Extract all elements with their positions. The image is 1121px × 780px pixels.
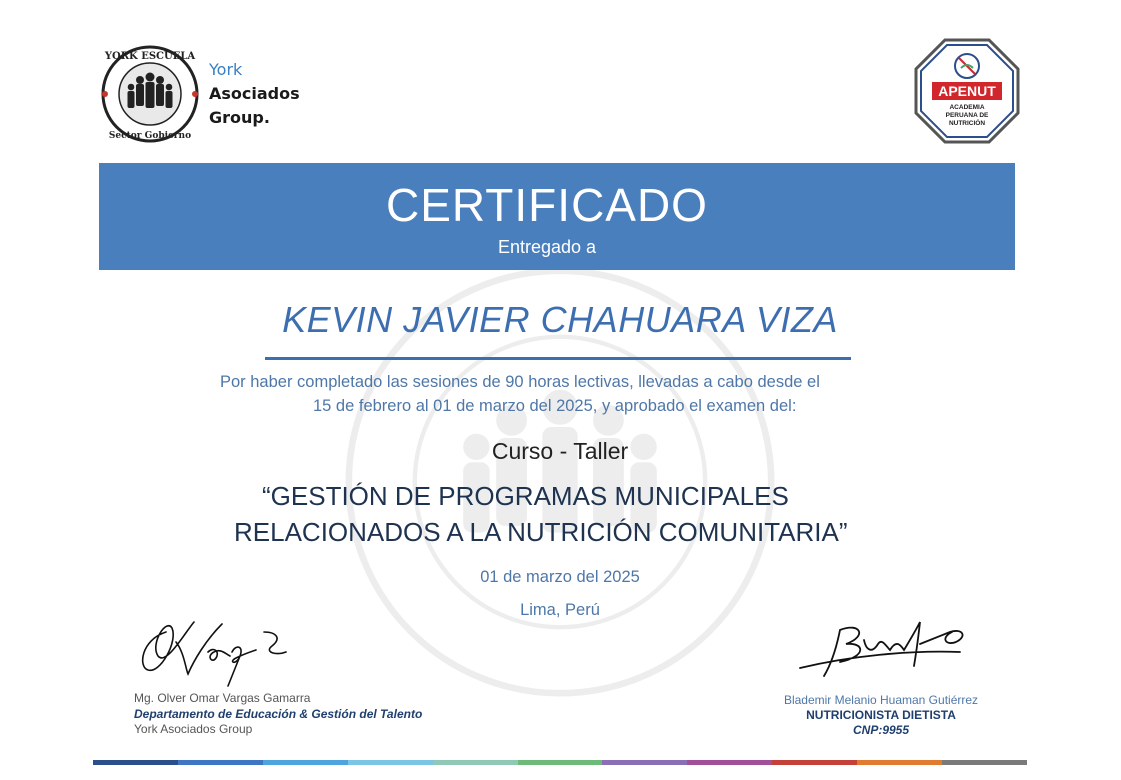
left-signer-organization: York Asociados Group — [134, 722, 253, 736]
description-line1: Por haber completado las sesiones de 90 horas lectivas, llevadas a cabo desde el — [220, 373, 820, 391]
recipient-name: KEVIN JAVIER CHAHUARA VIZA — [282, 299, 838, 340]
strip-segment — [772, 760, 857, 765]
strip-segment — [178, 760, 263, 765]
left-signer-department: Departamento de Educación & Gestión del Talento — [134, 707, 423, 721]
right-signer-role: NUTRICIONISTA DIETISTA — [806, 708, 956, 722]
seal-top-text: YORK ESCUELA — [104, 51, 196, 62]
apenut-brand: APENUT — [938, 83, 996, 99]
seal-bottom-text: Sector Gobierno — [108, 131, 192, 141]
apenut-sub2: PERUANA DE — [945, 112, 989, 119]
apenut-sub1: ACADEMIA — [949, 104, 985, 111]
left-signature — [136, 612, 306, 692]
right-signer-registration: CNP:9955 — [852, 723, 910, 737]
issue-place: Lima, Perú — [520, 601, 600, 619]
york-name-line1: York — [209, 60, 243, 79]
strip-segment — [602, 760, 687, 765]
course-title-line2: RELACIONADOS A LA NUTRICIÓN COMUNITARIA” — [234, 517, 848, 547]
york-escuela-seal-logo — [100, 42, 200, 146]
certificate-title: CERTIFICADO — [386, 179, 708, 231]
certificate-subtitle: Entregado a — [497, 237, 597, 257]
york-name-line3: Group. — [209, 108, 270, 127]
right-signature — [790, 610, 975, 690]
apenut-octagon-logo — [914, 38, 1020, 144]
left-signer-name: Mg. Olver Omar Vargas Gamarra — [134, 691, 311, 705]
course-title-line1: “GESTIÓN DE PROGRAMAS MUNICIPALES — [262, 481, 789, 511]
strip-segment — [687, 760, 772, 765]
strip-segment — [518, 760, 603, 765]
apenut-sub3: NUTRICIÓN — [948, 120, 986, 127]
bottom-color-strip — [93, 760, 1027, 765]
strip-segment — [942, 760, 1027, 765]
course-type: Curso - Taller — [491, 438, 629, 464]
strip-segment — [857, 760, 942, 765]
strip-segment — [263, 760, 348, 765]
york-name-line2: Asociados — [209, 84, 300, 103]
issue-date: 01 de marzo del 2025 — [480, 568, 640, 586]
description-line2: 15 de febrero al 01 de marzo del 2025, y aprobado el examen del: — [313, 397, 797, 415]
strip-segment — [93, 760, 178, 765]
strip-segment — [348, 760, 433, 765]
right-signer-name: Blademir Melanio Huaman Gutiérrez — [783, 693, 979, 707]
york-group-name — [209, 58, 300, 130]
recipient-underline — [265, 357, 851, 360]
strip-segment — [433, 760, 518, 765]
